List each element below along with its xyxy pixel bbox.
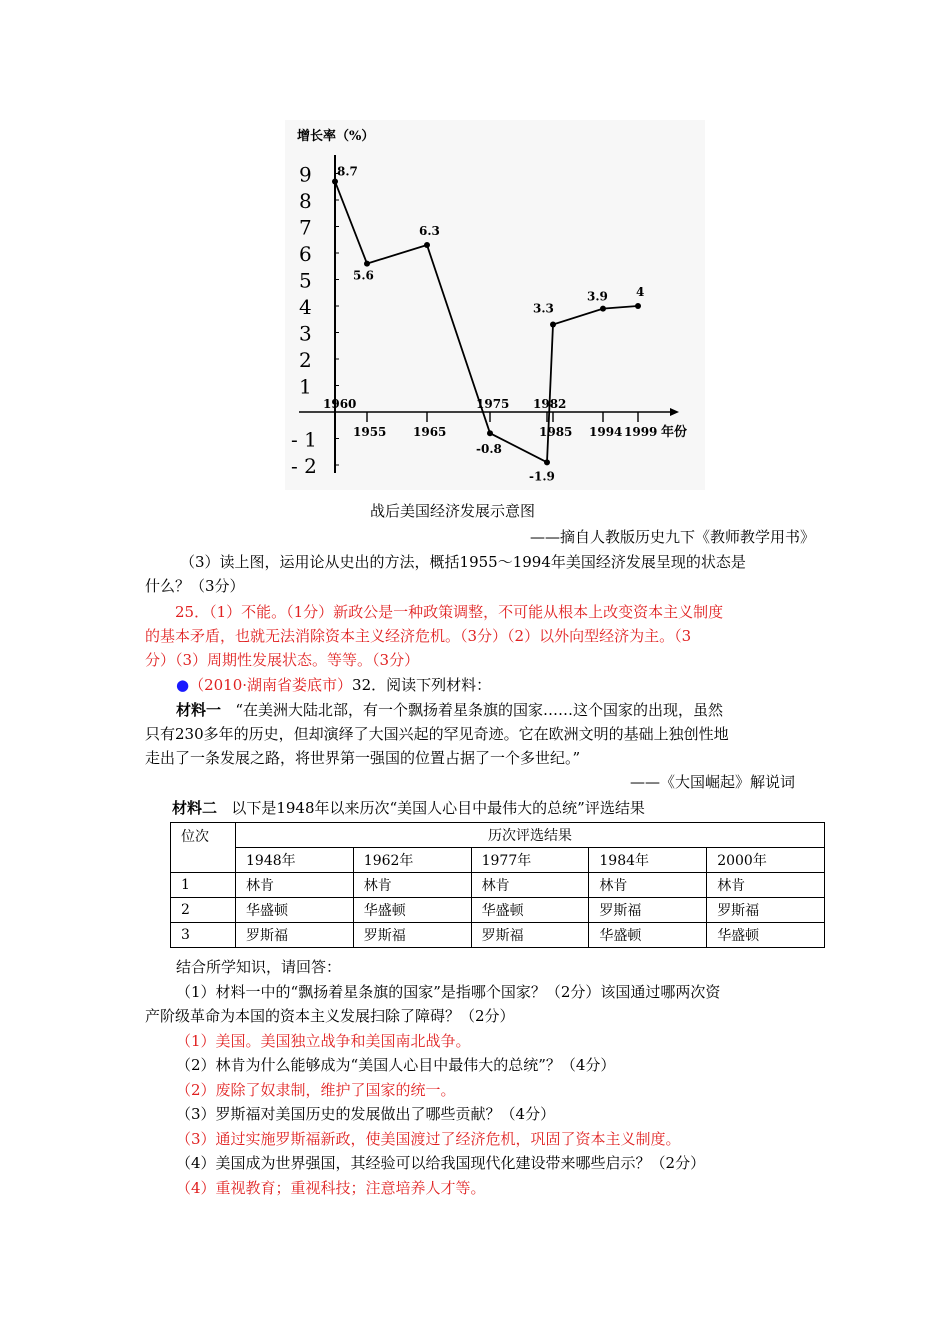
- y-tick-label: 1: [299, 374, 312, 399]
- table-cell-rank: 1: [171, 873, 236, 898]
- y-tick-label: 8: [299, 189, 312, 213]
- material2-title: 材料二: [172, 799, 218, 817]
- material1-line3: 走出了一条发展之路，将世界第一强国的位置占据了一个多世纪。”: [145, 749, 581, 767]
- answer25-line1: 25．（1）不能。（1分）新政公是一种政策调整，不可能从根本上改变资本主义制度: [175, 603, 724, 621]
- data-point: [635, 303, 641, 309]
- material1-source: ——《大国崛起》解说词: [630, 773, 796, 791]
- table-header-rank: 位次: [171, 823, 236, 873]
- y-axis-label: 增长率（%）: [297, 129, 375, 144]
- data-point: [424, 242, 430, 248]
- y-tick-label: - 1: [291, 427, 317, 452]
- y-tick-label: 6: [299, 242, 312, 266]
- data-point: [364, 261, 370, 267]
- table-cell: 华盛顿: [353, 898, 471, 923]
- table-cell: 林肯: [236, 873, 354, 898]
- table-year: 2000年: [707, 848, 825, 873]
- y-tick-label: 4: [299, 295, 312, 319]
- table-cell: 华盛顿: [236, 898, 354, 923]
- x-tick-label: 1955: [353, 425, 387, 439]
- x-tick-label: 1982: [533, 397, 567, 411]
- table-cell: 华盛顿: [471, 898, 589, 923]
- data-point: [332, 178, 338, 184]
- table-row: [171, 898, 825, 923]
- answer25-line2: 的基本矛盾，也就无法消除资本主义经济危机。（3分）（2）以外向型经济为主。（3: [145, 627, 692, 645]
- material1-title: 材料一: [176, 701, 222, 719]
- x-tick-label: 1999: [624, 425, 658, 439]
- question-source: （2010·湖南省娄底市）: [189, 676, 353, 694]
- table-cell-rank: 2: [171, 898, 236, 923]
- data-label: 5.6: [353, 268, 374, 283]
- data-label: -0.8: [476, 442, 502, 457]
- q4: （4）美国成为世界强国，其经验可以给我国现代化建设带来哪些启示？（2分）: [176, 1154, 706, 1172]
- x-tick-label: 1994: [589, 425, 623, 439]
- table-cell: 罗斯福: [707, 898, 825, 923]
- data-label: 3.3: [533, 301, 554, 316]
- chart-caption: 战后美国经济发展示意图: [370, 502, 536, 520]
- table-header-results: 历次评选结果: [236, 823, 825, 848]
- table-row: [171, 923, 825, 948]
- table-cell: 华盛顿: [589, 923, 707, 948]
- x-tick-label: 1965: [413, 425, 447, 439]
- y-tick-label: 5: [299, 268, 312, 293]
- table-cell: 华盛顿: [707, 923, 825, 948]
- question32-header: [176, 673, 841, 697]
- data-label: 3.9: [587, 289, 608, 304]
- y-tick-label: 9: [299, 162, 312, 187]
- y-tick-label: - 2: [291, 454, 317, 478]
- material1-text: “在美洲大陆北部，有一个飘扬着星条旗的国家……这个国家的出现，虽然: [235, 701, 723, 719]
- q3b: （3）罗斯福对美国历史的发展做出了哪些贡献？（4分）: [176, 1105, 556, 1123]
- answer3: （3）通过实施罗斯福新政，使美国渡过了经济危机，巩固了资本主义制度。: [176, 1130, 681, 1148]
- combine-text: 结合所学知识，请回答：: [176, 958, 342, 976]
- chart-source: ——摘自人教版历史九下《教师教学用书》: [530, 528, 816, 546]
- question-intro: 32．阅读下列材料：: [352, 676, 492, 694]
- data-point: [487, 430, 493, 436]
- table-year: 1948年: [236, 848, 354, 873]
- data-label: 4: [636, 285, 645, 299]
- table-cell: 林肯: [589, 873, 707, 898]
- table-cell: 罗斯福: [589, 898, 707, 923]
- data-label: -1.9: [529, 469, 555, 484]
- table-year: 1977年: [471, 848, 589, 873]
- y-tick-label: 3: [299, 321, 312, 346]
- answer4: （4）重视教育；重视科技；注意培养人才等。: [176, 1179, 486, 1197]
- data-point: [550, 322, 556, 328]
- answer2: （2）废除了奴隶制，维护了国家的统一。: [176, 1081, 456, 1099]
- table-year: 1962年: [353, 848, 471, 873]
- growth-chart: [285, 120, 705, 490]
- material1-line1: [176, 698, 841, 722]
- x-origin-label: 1960: [323, 397, 357, 411]
- q2: （2）林肯为什么能够成为“美国人心目中最伟大的总统”？（4分）: [176, 1056, 616, 1074]
- table-cell: 罗斯福: [353, 923, 471, 948]
- answer1: （1）美国。美国独立战争和美国南北战争。: [176, 1032, 471, 1050]
- table-row: [171, 873, 825, 898]
- y-tick-label: 7: [299, 215, 312, 240]
- x-tick-label: 1975: [476, 397, 510, 411]
- table-cell: 罗斯福: [471, 923, 589, 948]
- table-cell: 林肯: [471, 873, 589, 898]
- data-point: [544, 459, 550, 465]
- table-cell: 罗斯福: [236, 923, 354, 948]
- table-year: 1984年: [589, 848, 707, 873]
- x-axis-label: 年份: [661, 425, 688, 440]
- data-label: 8.7: [337, 164, 358, 179]
- table-cell: 林肯: [707, 873, 825, 898]
- results-table: [170, 822, 825, 948]
- material2-line: [172, 796, 837, 820]
- material1-line2: 只有230多年的历史，但却演绎了大国兴起的罕见奇迹。它在欧洲文明的基础上独创性地: [145, 725, 729, 743]
- table-cell-rank: 3: [171, 923, 236, 948]
- q1-line1: （1）材料一中的“飘扬着星条旗的国家”是指哪个国家？（2分）该国通过哪两次资: [176, 983, 721, 1001]
- data-point: [600, 306, 606, 312]
- data-label: 6.3: [419, 224, 440, 239]
- y-tick-label: 2: [299, 348, 312, 372]
- q3-line1: （3）读上图，运用论从史出的方法，概括1955～1994年美国经济发展呈现的状态是: [180, 553, 746, 571]
- x-tick-label: 1985: [539, 425, 573, 439]
- q3-line2: 什么？（3分）: [145, 577, 245, 595]
- bullet-icon: ●: [176, 676, 190, 694]
- q1-line2: 产阶级革命为本国的资本主义发展扫除了障碍？（2分）: [145, 1007, 515, 1025]
- material2-text: 以下是1948年以来历次“美国人心目中最伟大的总统”评选结果: [231, 799, 645, 817]
- answer25-line3: 分）（3）周期性发展状态。等等。（3分）: [145, 651, 420, 669]
- table-cell: 林肯: [353, 873, 471, 898]
